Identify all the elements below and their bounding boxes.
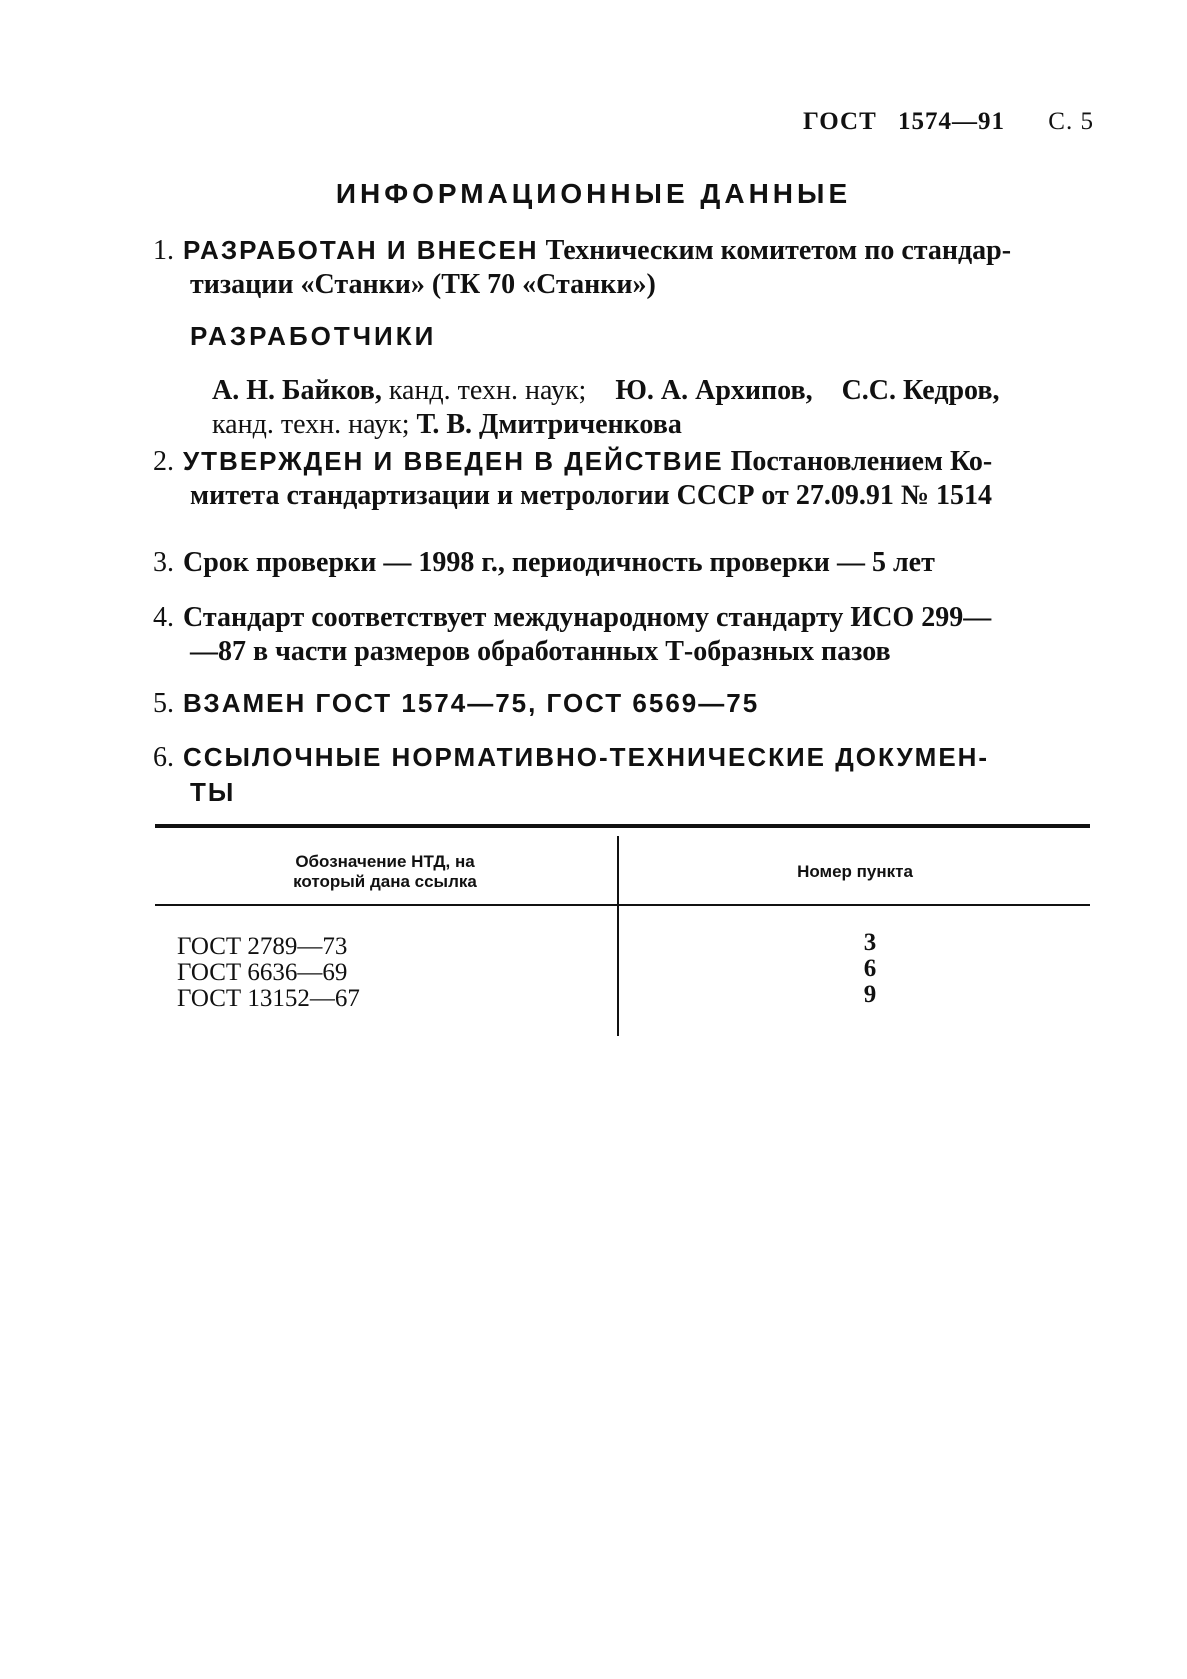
item-caps: РАЗРАБОТАН И ВНЕСЕН — [183, 235, 539, 265]
developers-list — [212, 374, 1092, 442]
item-approved — [153, 444, 1091, 513]
item-number: 4. — [153, 602, 174, 633]
developer-name: А. Н. Байков, — [212, 375, 382, 406]
item-text: Постановлением Ко- — [730, 446, 993, 477]
standard-label: ГОСТ — [803, 108, 877, 135]
item-text-continued: тизации «Станки» (ТК 70 «Станки») — [190, 269, 656, 300]
table-cell-clause: 3 — [863, 929, 877, 956]
item-text-continued: ТЫ — [190, 777, 236, 807]
item-caps: УТВЕРЖДЕН И ВВЕДЕН В ДЕЙСТВИЕ — [183, 446, 724, 476]
table-header-document — [195, 852, 575, 892]
table-header-rule — [155, 904, 1090, 906]
item-text: Техническим комитетом по стандар- — [545, 235, 1012, 266]
table-column-divider — [617, 836, 619, 1036]
item-number: 5. — [153, 688, 174, 719]
developer-title: канд. техн. наук; — [388, 375, 587, 406]
item-text-continued: —87 в части размеров обработанных Т-образных пазов — [190, 636, 891, 667]
developers-heading: РАЗРАБОТЧИКИ — [190, 321, 437, 351]
item-text-continued: митета стандартизации и метрологии СССР от 27.09.91 № 1514 — [190, 480, 992, 511]
item-number: 3. — [153, 547, 174, 578]
item-caps: ВЗАМЕН ГОСТ 1574—75, ГОСТ 6569—75 — [183, 688, 760, 718]
item-developed-by — [153, 233, 1091, 302]
table-cell-clause: 9 — [863, 981, 877, 1008]
developer-name: Т. В. Дмитриченкова — [416, 409, 682, 440]
item-text: Срок проверки — 1998 г., периодичность проверки — 5 лет — [183, 547, 935, 578]
page-number: С. 5 — [1048, 108, 1094, 135]
item-review-period — [153, 546, 1091, 580]
item-iso-compliance — [153, 601, 1091, 669]
table-header-clause: Номер пункта — [797, 862, 913, 881]
table-column-clauses — [855, 930, 885, 1008]
table-cell-document: ГОСТ 6636—69 — [177, 959, 348, 986]
item-reference-documents — [153, 740, 1091, 809]
reference-table — [155, 824, 1090, 1036]
page-title: ИНФОРМАЦИОННЫЕ ДАННЫЕ — [335, 178, 852, 209]
table-cell-document: ГОСТ 13152—67 — [177, 985, 360, 1012]
item-number: 2. — [153, 446, 174, 477]
developer-title: канд. техн. наук; — [212, 409, 410, 440]
table-cell-clause: 6 — [863, 955, 877, 982]
header-line: который дана ссылка — [293, 872, 477, 891]
developer-name: Ю. А. Архипов, — [615, 375, 813, 406]
item-number: 6. — [153, 742, 174, 773]
developer-name: С.С. Кедров, — [841, 375, 1000, 406]
table-column-documents — [177, 934, 360, 1012]
page-header — [803, 108, 1093, 136]
table-top-rule — [155, 824, 1090, 828]
item-caps: ССЫЛОЧНЫЕ НОРМАТИВНО-ТЕХНИЧЕСКИЕ ДОКУМЕН- — [183, 742, 990, 772]
table-cell-document: ГОСТ 2789—73 — [177, 933, 348, 960]
item-number: 1. — [153, 235, 174, 266]
header-line: Обозначение НТД, на — [295, 852, 475, 871]
standard-number: 1574—91 — [898, 108, 1006, 135]
item-text: Стандарт соответствует международному стандарту ИСО 299— — [183, 602, 992, 633]
item-replaces — [153, 686, 1091, 721]
